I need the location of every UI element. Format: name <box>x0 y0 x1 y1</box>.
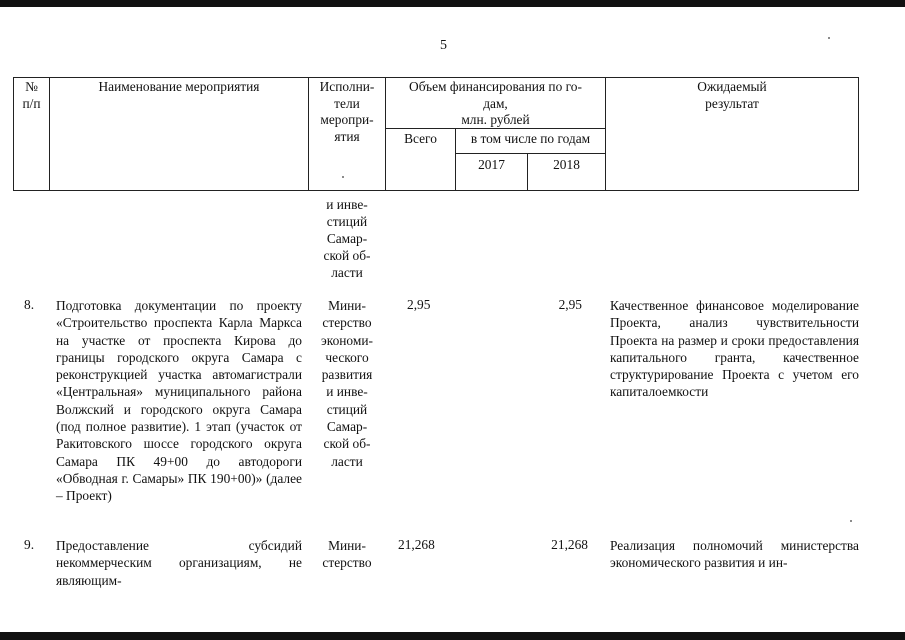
row-name: Предоставление субсидий некоммерческим организациям, не являющим- <box>56 538 302 588</box>
scan-speck <box>342 176 344 178</box>
header-name: Наименование мероприятия <box>98 79 260 94</box>
row-name: Подготовка документации по проекту «Строительство проспекта Карла Маркса на участке от проспекта Кирова до границы городского округа Самара с реконструкцией участка автомагистрали «Центральная» муниципального района Волжский и городского округа Самара (под полное развитие). 1 этап (участок от Ракитовского шоссе городского округа Самара ПК 49+00 до автодороги «Обводная г. Самары» ПК 190+00)» (далее – Проект) <box>56 298 302 504</box>
header-result: Ожидаемый результат <box>697 79 767 111</box>
row-executor: Мини- стерство <box>322 538 372 571</box>
scan-speck <box>850 520 852 522</box>
header-executor: Исполни- тели меропри- ятия <box>319 79 375 144</box>
row-executor: Мини- стерство экономи- ческого развития и инве- стиций Самар- ской об- ласти <box>321 298 373 469</box>
row-result: Качественное финансовое моделирование Проекта, анализ чувствительности Проекта на размер и сроки предоставления капитального гранта, качественное структурирование Проекта с учетом его капиталоемкости <box>610 298 859 400</box>
header-total: Всего <box>404 131 437 146</box>
continued-executor: и инве- стиций Самар- ской об- ласти <box>323 197 371 280</box>
row-result: Реализация полномочий министерства экономического развития и ин- <box>610 538 859 571</box>
row-total: 21,268 <box>398 537 435 552</box>
header-year-2017: 2017 <box>478 157 505 172</box>
row-number: 9. <box>24 537 35 552</box>
scan-speck <box>828 37 830 39</box>
header-year-2018: 2018 <box>553 157 580 172</box>
row-2018: 21,268 <box>551 537 588 552</box>
page-number: 5 <box>440 38 447 53</box>
header-funding: Объем финансирования по го- дам, млн. рублей <box>409 79 582 127</box>
row-number: 8. <box>24 297 35 312</box>
header-by-years: в том числе по годам <box>470 131 591 146</box>
top-scan-border <box>0 0 905 7</box>
row-2018: 2,95 <box>558 297 582 312</box>
bottom-scan-border <box>0 632 905 640</box>
header-num: № п/п <box>22 79 41 111</box>
row-total: 2,95 <box>407 297 431 312</box>
